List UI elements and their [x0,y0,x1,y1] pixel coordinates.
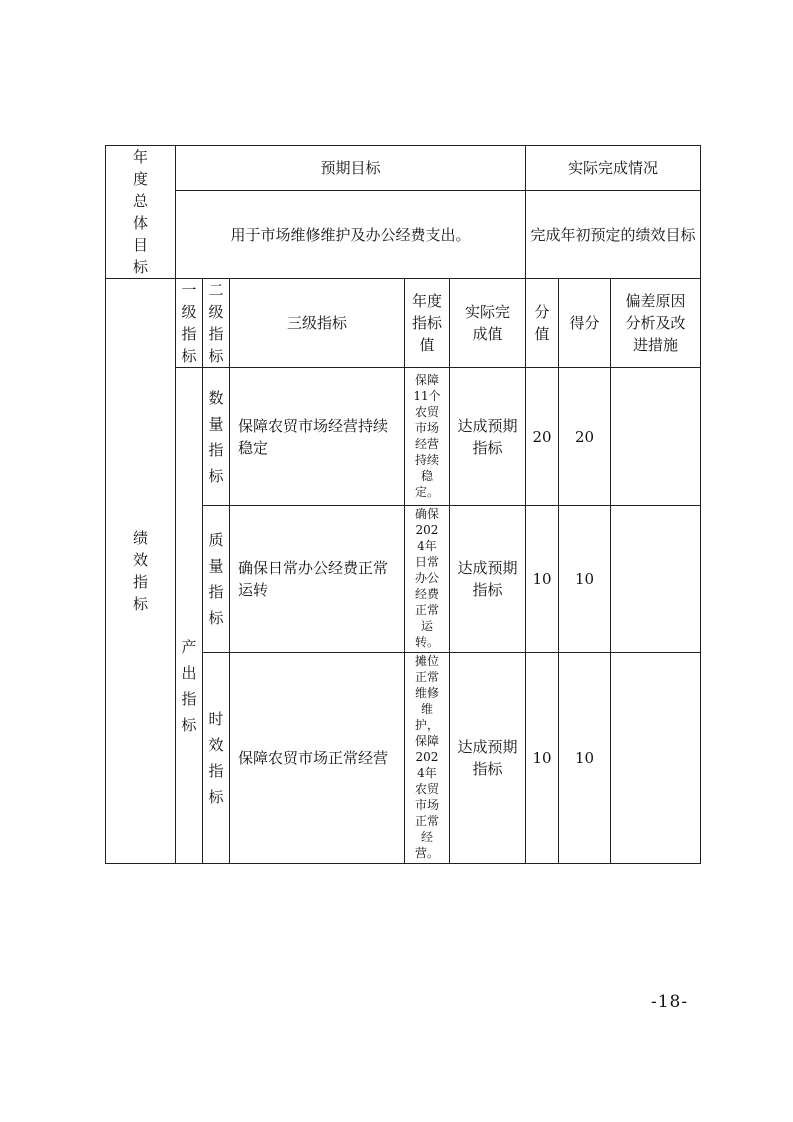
row3-annual-value: 摊位正常维修维护，保障2024年农贸市场正常经营。 [414,654,439,860]
row2-annual-value-cell [405,506,450,653]
row1-actual-value: 达成预期指标 [457,416,518,457]
level1-output: 产出指标 [181,637,197,734]
annual-goal-label: 年度总体目标 [132,148,148,276]
row1-weight: 20 [526,368,559,506]
header-score-weight-cell [526,279,559,368]
row3-level2-cell [203,653,230,864]
row2-deviation [611,506,701,653]
header-level3: 三级指标 [230,279,405,368]
row2-annual-value: 确保2024年日常办公经费正常运转。 [414,507,439,649]
annual-goal-label-cell [106,146,176,279]
header-actual-value: 实际完成值 [464,303,510,343]
row1-annual-value: 保障11个农贸市场经营持续稳定。 [413,372,441,499]
row1-level3: 保障农贸市场经营持续稳定 [230,368,405,506]
row1-annual-value-cell [405,368,450,506]
header-annual-value-cell [405,279,450,368]
header-annual-value: 年度指标值 [411,292,442,354]
header-level2: 二级指标 [208,281,224,365]
row1-deviation [611,368,701,506]
actual-completion-text: 完成年初预定的绩效目标 [526,191,701,279]
table-row [106,368,701,506]
row3-actual-value-cell [450,653,526,864]
level1-output-cell [176,368,203,864]
performance-table [105,145,701,864]
header-score: 得分 [559,279,611,368]
row3-annual-value-cell [405,653,450,864]
header-level1-cell [176,279,203,368]
row2-weight: 10 [526,506,559,653]
row2-score: 10 [559,506,611,653]
header-level2-cell [203,279,230,368]
header-deviation-cell [611,279,701,368]
row1-level2: 数量指标 [208,388,224,485]
row3-actual-value: 达成预期指标 [457,738,518,778]
actual-completion-header: 实际完成情况 [526,146,701,191]
row3-score: 10 [559,653,611,864]
header-actual-value-cell [450,279,526,368]
row2-actual-value: 达成预期指标 [457,559,518,599]
row1-score: 20 [559,368,611,506]
header-deviation: 偏差原因分析及改进措施 [625,292,686,354]
expected-goal-header: 预期目标 [176,146,526,191]
expected-goal-text: 用于市场维修维护及办公经费支出。 [176,191,526,279]
row3-weight: 10 [526,653,559,864]
row3-deviation [611,653,701,864]
performance-label-cell [106,279,176,864]
row2-actual-value-cell [450,506,526,653]
performance-label: 绩效指标 [132,529,148,613]
header-level1: 一级指标 [181,281,197,365]
header-score-weight: 分值 [534,303,550,343]
row3-level3: 保障农贸市场正常经营 [230,653,405,864]
page-number: -18- [651,992,689,1012]
row2-level2-cell [203,506,230,653]
row2-level3: 确保日常办公经费正常运转 [230,506,405,653]
row3-level2: 时效指标 [208,710,224,806]
row2-level2: 质量指标 [208,531,224,627]
row1-level2-cell [203,368,230,506]
row1-actual-value-cell [450,368,526,506]
